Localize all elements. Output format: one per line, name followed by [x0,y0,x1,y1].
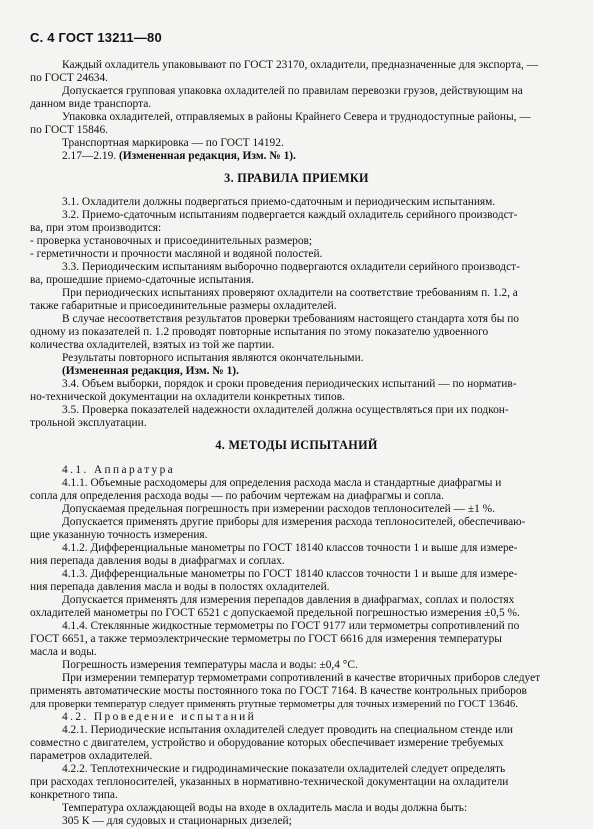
text-line: Каждый охладитель упаковывают по ГОСТ 23170, охладители, предназначенные для экспорта, — [62,59,539,71]
text-line: охладителей манометры по ГОСТ 6521 с допускаемой предельной погрешностью измерения ±0,5 %. [30,607,520,619]
text-line: 4.1.2. Дифференциальные манометры по ГОСТ 18140 классов точности 1 и выше для измере- [62,542,518,554]
text-line: 3.3. Периодическим испытаниям выборочно подвергаются охладители серийного производст- [62,261,520,273]
text-line [30,150,570,164]
text-line: ва, прошедшие приемо-сдаточные испытания. [30,274,254,286]
text-line: В случае несоответствия результатов проверки требованиям настоящего стандарта хотя бы по [62,313,519,325]
section-title-4: 4. МЕТОДЫ ИСПЫТАНИЙ [215,438,378,452]
text-line: Допускается применять другие приборы для измерения расхода теплоносителей, обеспечиваю- [62,516,526,528]
text-line: параметров охладителей. [30,750,153,762]
section-title-3: 3. ПРАВИЛА ПРИЕМКИ [224,171,369,185]
text-line: применять автоматические мосты постоянного тока по ГОСТ 7164. В качестве контрольных приборов [30,685,527,697]
text-line: 3.1. Охладители должны подвергаться приемо-сдаточным и периодическим испытаниям. [62,196,496,208]
amendment-note: (Измененная редакция, Изм. № 1). [118,150,296,162]
page-header: С. 4 ГОСТ 13211—80 [30,30,162,45]
text-line: щие указанную точность измерения. [30,529,208,541]
text-line: одному из показателей п. 1.2 проводят повторные испытания по этому показателю удвоенного [30,326,489,338]
text-line: 4.1.3. Дифференциальные манометры по ГОСТ 18140 классов точности 1 и выше для измере- [62,568,518,580]
text-line: Транспортная маркировка — по ГОСТ 14192. [62,137,284,149]
text-line: 4.1.1. Объемные расходомеры для определения расхода масла и стандартные диафрагмы и [62,477,502,489]
text-line: Результаты повторного испытания являются окончательными. [62,352,364,364]
text-line: ния перепада давления масла и воды в полостях охладителей. [30,581,330,593]
list-item: - проверка установочных и присоединительных размеров; [30,235,313,247]
text-line: Погрешность измерения температуры масла и воды: ±0,4 °С. [62,659,358,671]
text-line: 3.4. Объем выборки, порядок и сроки проведения периодических испытаний — по норматив- [62,378,517,390]
text-line: Допускаемая предельная погрешность при измерении расходов теплоносителей — ±1 %. [62,503,495,515]
text-line: При периодических испытаниях проверяют охладители на соответствие требованиям п. 1.2, а [62,287,518,299]
text-line: 4.1.4. Стеклянные жидкостные термометры по ГОСТ 9177 или термометры сопротивлений по [62,620,520,632]
text-line: трольной эксплуатации. [30,417,147,429]
text-line: Упаковка охладителей, отправляемых в районы Крайнего Севера и труднодоступные районы, — [62,111,531,123]
text-line: 305 К — для судовых и стационарных дизелей; [62,815,292,827]
text-line: 4.2.1. Периодические испытания охладителей следует проводить на специальном стенде или [62,724,514,736]
subsection-title: 4.1. Аппаратура [62,464,176,476]
list-item: - герметичности и прочности масляной и водяной полостей. [30,248,323,260]
text-line: ва, при этом производится: [30,222,162,234]
text-line: масла и воды. [30,646,97,658]
text-line: ГОСТ 6651, а также термоэлектрические термометры по ГОСТ 6616 для измерения температуры [30,633,502,645]
text-line: 3.5. Проверка показателей надежности охладителей должна осуществляться при их подкон- [62,404,509,416]
text-line: данном виде транспорта. [30,98,152,110]
text-line: 4.2.2. Теплотехнические и гидродинамические показатели охладителей следует определять [62,763,506,775]
text-line: но-технической документации на охладители конкретных типов. [30,391,345,403]
amendment-note: (Измененная редакция, Изм. № 1). [62,365,239,377]
text-line: сопла для определения расхода воды — по рабочим чертежам на диафрагмы и сопла. [30,490,444,502]
text-line: совместно с двигателем, устройство и оборудование которых обеспечивает измерение требуемых [30,737,504,749]
text-line: количества охладителей, взятых из той же партии. [30,339,275,351]
text-line: по ГОСТ 24634. [30,72,109,84]
text-line: 3.2. Приемо-сдаточным испытаниям подвергается каждый охладитель серийного производст- [62,209,518,221]
text-line: Допускается применять для измерения перепадов давления в диафрагмах, соплах и полостях [62,594,515,606]
text-line: Допускается групповая упаковка охладителей по правилам перевозки грузов, действующим на [62,85,523,97]
item-number: 2.17—2.19. [62,150,117,162]
text-line: При измерении температур термометрами сопротивлений в качестве вторичных приборов следует [62,672,541,684]
text-line: при расходах теплоносителей, указанных в нормативно-технической документации на охладители [30,776,509,788]
text-line: конкретного типа. [30,789,118,801]
text-line: по ГОСТ 15846. [30,124,109,136]
text-line: ния перепада давления воды в диафрагмах и соплах. [30,555,285,567]
text-line: Температура охлаждающей воды на входе в охладитель масла и воды должна быть: [62,802,468,814]
text-line: для проверки температур следует применять ртутные термометры для точных измерений по ГОСТ 13646. [30,698,518,710]
text-line: также габаритные и присоединительные размеры охладителей. [30,300,337,312]
subsection-title: 4.2. Проведение испытаний [62,711,257,723]
